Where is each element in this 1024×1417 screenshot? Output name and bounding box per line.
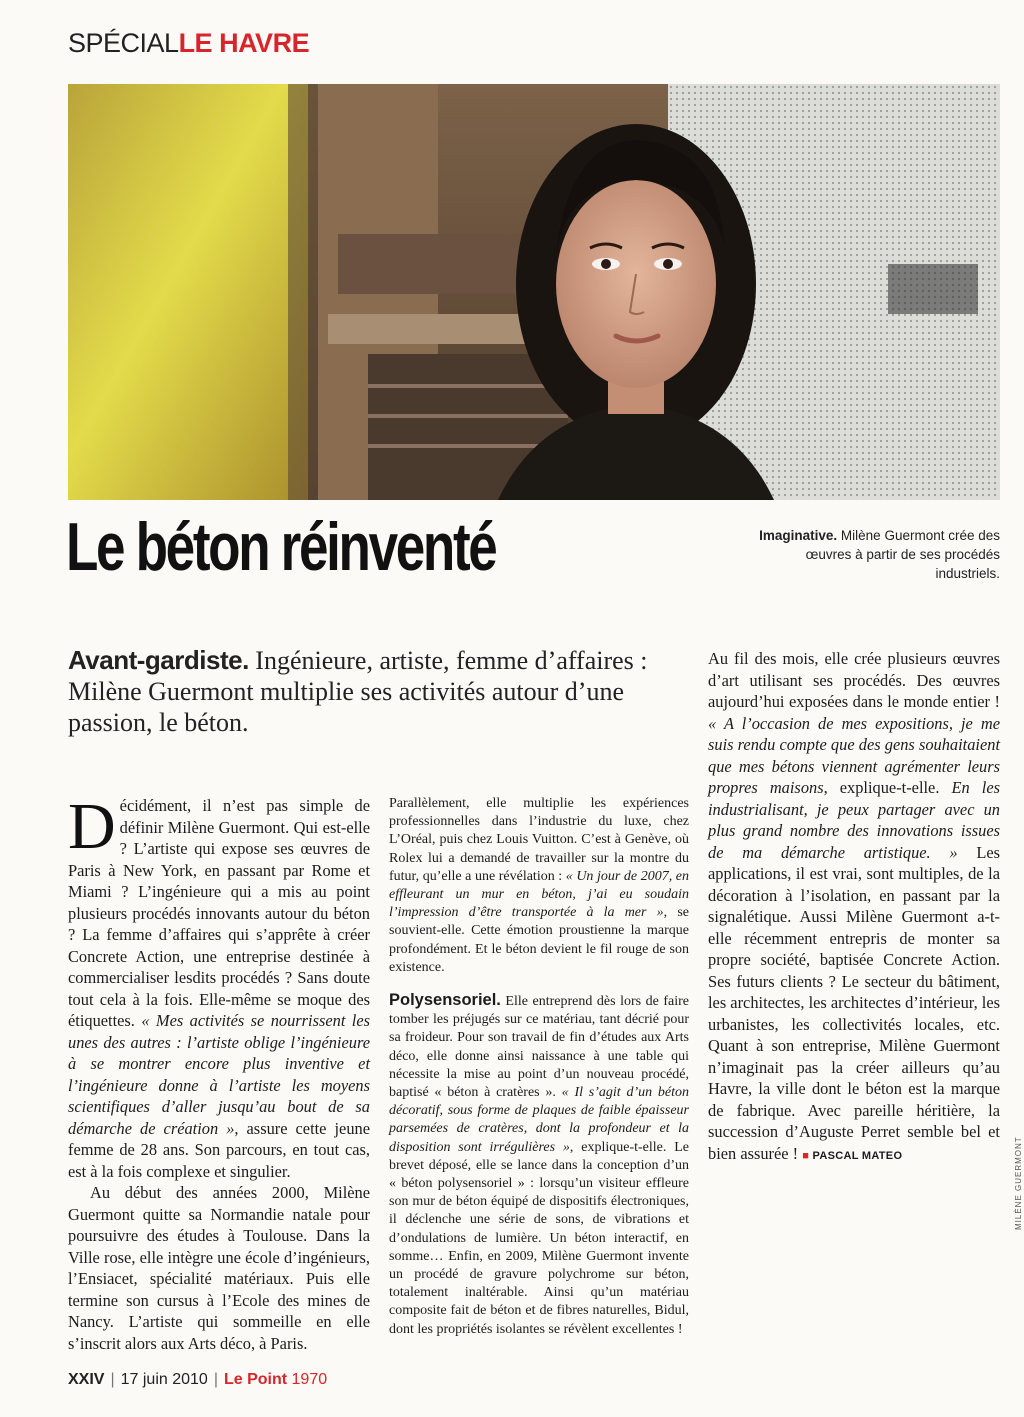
paragraph-text: Parallèlement, elle multiplie les expériences professionnelles dans l’industrie du luxe, chez L’Oréal, puis chez Louis Vuitton. C’est à Genève, où Rolex lui a demandé de travailler sur la montre du futur, qu’elle a une révélation :: [389, 796, 689, 884]
paragraph: Au début des années 2000, Milène Guermont quitte sa Normandie natale pour poursuivre des études à Toulouse. Dans la Ville rose, elle intègre une école d’ingénieurs, l’Ensiacet, spécialité matériaux. Puis elle termine son cursus à l’Ecole des mines de Nancy. L’artiste qui sommeille en elle s’inscrit alors aux Arts déco, à Paris.: [68, 1183, 370, 1353]
headline: Le béton réinventé: [66, 509, 496, 585]
divider: |: [213, 1371, 218, 1388]
paragraph-text: , explique-t-elle. Le brevet déposé, elle se lance dans la conception d’un « béton polysensoriel » : lorsqu’un visiteur effleure son mur de béton équipé de dispositifs électroniques, il déclenche une série de sons, de vibrations et d’ondulations de lumière. Un béton interactif, en somme… Enfin, en 2009, Milène Guermont invente un procédé de gravure polychrome sur béton, totalement inaltérable. Ainsi qu’un matériau composite fait de béton et de fibres naturelles, Bidul, dont les propriétés isolantes se révèlent excellentes !: [389, 1139, 689, 1337]
paragraph-text: , assure cette jeune femme de 28 ans. Son parcours, en tout cas, est à la fois complexe et singulier.: [68, 1118, 370, 1181]
caption-text: Milène Guermont crée des œuvres à partir de ses procédés industriels.: [805, 528, 1000, 581]
caption-lead: Imaginative.: [759, 528, 838, 543]
byline-name: PASCAL MATEO: [812, 1149, 903, 1162]
paragraph: [708, 648, 1000, 1167]
quote: « Il s’agit d’un béton décoratif, sous forme de plaques de faible épaisseur parsemées de cratères, dont la profondeur et la disposition sont irrégulières »: [389, 1085, 689, 1155]
page-number: XXIV: [68, 1371, 105, 1388]
paragraph: [389, 795, 689, 977]
magazine-brand: Le Point: [223, 1371, 288, 1388]
subhead: Polysensoriel.: [389, 991, 501, 1010]
byline: [802, 1150, 902, 1162]
drop-cap: D: [68, 790, 116, 863]
section-label: SPÉCIAL: [68, 28, 179, 58]
paragraph-text: Elle entreprend dès lors de faire tomber les préjugés sur ce matériau, tant décrié pour sa froideur. Pour son travail de fin d’études aux Arts déco, elle donne ainsi naissance à une table qui nécessite la mise au point d’un nouveau procédé, baptisé « béton à cratères ».: [389, 994, 689, 1101]
photo-caption: [740, 526, 1000, 583]
deck-kicker: Avant-gardiste.: [68, 645, 249, 675]
paragraph-text: écidément, il n’est pas simple de définir Milène Guermont. Qui est-elle ? L’artiste qui expose ses œuvres de Paris à New York, en passant par Rome et Miami ? L’ingénieure qui a mis au point plusieurs procédés innovants autour du béton ? La femme d’affaires qui s’apprête à créer Concrete Action, une entreprise destinée à commercialiser lesdits procédés ? Sans doute tout cela à la fois. Elle-même se moque des étiquettes.: [68, 796, 370, 1030]
paragraph-text: Au fil des mois, elle crée plusieurs œuvres d’art utilisant ses procédés. Des œuvres aujourd’hui exposées dans le monde entier !: [708, 649, 1000, 711]
quote: En les industrialisant, je peux partager avec un plus grand nombre des innovations issues de ma démarche artistique. »: [708, 778, 1000, 862]
page-footer: [68, 1371, 327, 1389]
portrait-photo: [68, 84, 1000, 500]
divider: |: [110, 1371, 115, 1388]
deck-text: Ingénieure, artiste, femme d’affaires : Milène Guermont multiplie ses activités autour d’une passion, le béton.: [68, 646, 648, 737]
photo-credit: MILÈNE GUERMONT: [1014, 1136, 1023, 1230]
paragraph: [68, 790, 370, 1182]
byline-square-icon: ■: [802, 1149, 810, 1162]
paragraph: [389, 991, 689, 1339]
paragraph-text: Les applications, il est vrai, sont multiples, de la décoration à l’isolation, en passant par la signalétique. Aussi Milène Guermont a-t-elle récemment entrepris de monter sa propre société, baptisée Concrete Action. Ses futurs clients ? Le secteur du bâtiment, les architectes, les architectes d’intérieur, les urbanistes, les collectivités locales, etc. Quant à son entreprise, Milène Guermont n’imaginait pas la créer ailleurs qu’au Havre, la ville dont le béton est la marque de fabrique. Avec pareille héritière, la succession d’Auguste Perret semble bel et bien assurée !: [708, 842, 1000, 1163]
issue-number: 1970: [291, 1371, 328, 1388]
section-header: [68, 28, 309, 59]
paragraph-text: , se souvient-elle. Cette émotion proustienne la marque profondément. Et le béton devient le fil rouge de son existence.: [389, 905, 689, 975]
issue-date: 17 juin 2010: [120, 1371, 208, 1388]
quote: « Mes activités se nourrissent les unes des autres : l’artiste oblige l’ingénieure à se montrer encore plus inventive et l’ingénieure donne à l’artiste les moyens scientifiques d’aller jusqu’au bout de sa démarche de création »: [68, 1011, 370, 1138]
portrait-illustration: [68, 84, 1000, 500]
body-column-3: [708, 648, 1000, 1167]
paragraph-text: , explique-t-elle.: [823, 778, 952, 797]
section-city: LE HAVRE: [178, 28, 310, 58]
body-column-2: [389, 795, 689, 1339]
deck: [68, 645, 708, 738]
quote: « Un jour de 2007, en effleurant un mur en béton, j’ai eu soudain l’impression d’être transportée à la mer »: [389, 868, 689, 921]
quote: « A l’occasion de mes expositions, je me suis rendu compte que des gens souhaitaient que mes bétons viennent agrémenter leurs propres maisons: [708, 713, 1000, 797]
body-column-1: [68, 790, 370, 1354]
